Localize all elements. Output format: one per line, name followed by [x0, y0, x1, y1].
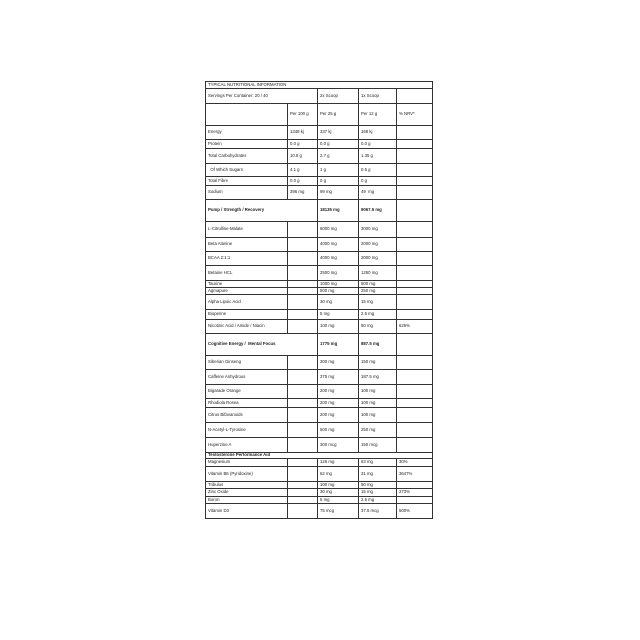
value-nrv: [397, 385, 433, 399]
value-per12: 50 mg: [359, 482, 397, 489]
value-nrv: [397, 252, 433, 266]
value-per12: 250 mg: [359, 423, 397, 438]
value-per25: 75 mcg: [318, 504, 359, 519]
scoop-2x-label: 2x Scoop: [318, 89, 359, 104]
row-name: Alpha Lipoic Acid: [206, 295, 288, 310]
table-row: [206, 295, 433, 310]
table-row: [206, 385, 433, 399]
value-nrv: [397, 288, 433, 295]
empty-cell: [288, 238, 318, 252]
empty-cell: [288, 320, 318, 334]
value-per25: 2500 mg: [318, 266, 359, 281]
section-heading: Testosterone Performance Aid: [206, 453, 433, 459]
header-per12: Per 12 g: [359, 104, 397, 126]
value-per25: 62 mg: [318, 467, 359, 482]
value-per12: 2000 mg: [359, 238, 397, 252]
table-row: [206, 356, 433, 370]
value-per12: 0 g: [359, 177, 397, 186]
row-name: Zinc Oxide: [206, 489, 288, 497]
value-per25: 1 g: [318, 164, 359, 177]
section-total-per25: 18135 mg: [318, 200, 359, 222]
row-name: Tribulus: [206, 482, 288, 489]
row-name: L-Citrulline-Malate: [206, 222, 288, 238]
section-heading: Cognitive Energy / Mental Focus: [206, 334, 318, 356]
servings-row: [206, 89, 433, 104]
table-row: [206, 399, 433, 408]
empty-cell: [288, 459, 318, 467]
header-per25: Per 25 g: [318, 104, 359, 126]
empty-cell: [288, 295, 318, 310]
value-per25: 100 mg: [318, 320, 359, 334]
value-per12: 3000 mg: [359, 222, 397, 238]
value-per12: 15 mg: [359, 489, 397, 497]
row-name: Boron: [206, 497, 288, 504]
empty-cell: [397, 89, 433, 104]
value-per25: 30 mg: [318, 489, 359, 497]
value-nrv: [397, 149, 433, 164]
table-row: [206, 238, 433, 252]
value-per12: 187.5 mg: [359, 370, 397, 385]
value-nrv: [397, 497, 433, 504]
value-per12: 150 mg: [359, 356, 397, 370]
empty-cell: [288, 266, 318, 281]
value-per25: 126 mg: [318, 459, 359, 467]
value-per25: 375 mg: [318, 370, 359, 385]
empty-cell: [288, 504, 318, 519]
row-name: N-Acetyl-L-Tyrosine: [206, 423, 288, 438]
value-per25: 30 mg: [318, 295, 359, 310]
empty-cell: [288, 281, 318, 288]
empty-cell: [288, 497, 318, 504]
value-nrv: [397, 186, 433, 200]
value-nrv: [397, 177, 433, 186]
row-name: Agmapure: [206, 288, 288, 295]
table-row: [206, 438, 433, 453]
table-row: [206, 252, 433, 266]
value-per25: 5 mg: [318, 497, 359, 504]
value-nrv: [397, 281, 433, 288]
header-nrv: % NRV*: [397, 104, 433, 126]
value-nrv: [397, 399, 433, 408]
value-per100: 0.0 g: [288, 140, 318, 149]
value-nrv: [397, 222, 433, 238]
table-row: [206, 177, 433, 186]
empty-cell: [206, 104, 288, 126]
row-name: Of Which Sugars: [206, 164, 288, 177]
empty-cell: [288, 222, 318, 238]
value-per25: 4000 mg: [318, 252, 359, 266]
value-nrv: [397, 310, 433, 320]
section-heading: Pump / Strength / Recovery: [206, 200, 318, 222]
value-per12: 2000 mg: [359, 252, 397, 266]
value-per12: 1250 mg: [359, 266, 397, 281]
value-nrv: [397, 423, 433, 438]
value-per25: 2.7 g: [318, 149, 359, 164]
value-per12: 15 mg: [359, 295, 397, 310]
empty-cell: [288, 467, 318, 482]
value-per12: 31 mg: [359, 467, 397, 482]
table-row: [206, 370, 433, 385]
value-per12: 500 mg: [359, 281, 397, 288]
empty-cell: [288, 399, 318, 408]
table-row: [206, 497, 433, 504]
value-per100: 0.0 g: [288, 177, 318, 186]
value-per25: 0 g: [318, 177, 359, 186]
empty-cell: [288, 482, 318, 489]
value-per12: 0.5 g: [359, 164, 397, 177]
value-nrv: [397, 482, 433, 489]
value-per12: 250 mg: [359, 288, 397, 295]
row-name: Huperzine A: [206, 438, 288, 453]
table-row: [206, 288, 433, 295]
value-per12: 100 mg: [359, 399, 397, 408]
value-per12: 49 mg: [359, 186, 397, 200]
row-name: Total Fibre: [206, 177, 288, 186]
value-per25: 500 mg: [318, 288, 359, 295]
value-per25: 200 mg: [318, 385, 359, 399]
row-name: Vitamin B6 (Pyridoxine): [206, 467, 288, 482]
value-per12: 1.35 g: [359, 149, 397, 164]
row-name: Siberian Ginseng: [206, 356, 288, 370]
section-heading-row: [206, 200, 433, 222]
scoop-1x-label: 1x Scoop: [359, 89, 397, 104]
value-nrv: [397, 438, 433, 453]
empty-cell: [397, 200, 433, 222]
nutrition-table: [205, 81, 433, 519]
table-row: [206, 126, 433, 140]
row-name: Taurine: [206, 281, 288, 288]
value-nrv: [397, 266, 433, 281]
value-per12: 100 mg: [359, 385, 397, 399]
row-name: Betaine HCL: [206, 266, 288, 281]
value-per100: 10.8 g: [288, 149, 318, 164]
header-row: [206, 104, 433, 126]
empty-cell: [288, 370, 318, 385]
table-row: [206, 186, 433, 200]
servings-label: Servings Per Container: 20 / 40: [206, 89, 318, 104]
value-per25: 500 mg: [318, 423, 359, 438]
empty-cell: [288, 385, 318, 399]
table-row: [206, 281, 433, 288]
table-row: [206, 149, 433, 164]
table-row: [206, 140, 433, 149]
table-row: [206, 423, 433, 438]
value-per25: 5 mg: [318, 310, 359, 320]
value-nrv: 625%: [397, 320, 433, 334]
value-per25: 337 kj: [318, 126, 359, 140]
table-row: [206, 482, 433, 489]
value-nrv: 30%: [397, 459, 433, 467]
table-row: [206, 408, 433, 423]
value-nrv: 500%: [397, 504, 433, 519]
value-nrv: [397, 140, 433, 149]
value-per12: 0.0 g: [359, 140, 397, 149]
table-row: [206, 459, 433, 467]
value-nrv: [397, 238, 433, 252]
row-name: Total Carbohydrates: [206, 149, 288, 164]
value-per12: 2.5 mg: [359, 310, 397, 320]
value-per100: 396 mg: [288, 186, 318, 200]
empty-cell: [397, 334, 433, 356]
value-per25: 300 mg: [318, 356, 359, 370]
value-per100: 1348 kj: [288, 126, 318, 140]
section-heading-row: [206, 334, 433, 356]
row-name: Nicotinic Acid / Amide / Niacin: [206, 320, 288, 334]
value-per12: 150 mcg: [359, 438, 397, 453]
value-per25: 6000 mg: [318, 222, 359, 238]
empty-cell: [288, 288, 318, 295]
table-row: [206, 266, 433, 281]
row-name: Bioperine: [206, 310, 288, 320]
section-total-per25: 1775 mg: [318, 334, 359, 356]
value-nrv: [397, 408, 433, 423]
value-per25: 200 mg: [318, 408, 359, 423]
value-per25: 4000 mg: [318, 238, 359, 252]
nutrition-label: [205, 81, 432, 518]
value-per25: 0.0 g: [318, 140, 359, 149]
value-per100: 4.1 g: [288, 164, 318, 177]
value-per12: 63 mg: [359, 459, 397, 467]
empty-cell: [288, 423, 318, 438]
value-nrv: 273%: [397, 489, 433, 497]
empty-cell: [288, 356, 318, 370]
value-per12: 50 mg: [359, 320, 397, 334]
row-name: Bigarade Orange: [206, 385, 288, 399]
title-row: [206, 82, 433, 89]
table-row: [206, 504, 433, 519]
value-nrv: [397, 164, 433, 177]
value-per12: 37.5 mcg: [359, 504, 397, 519]
table-row: [206, 489, 433, 497]
row-name: Protein: [206, 140, 288, 149]
table-title: TYPICAL NUTRITIONAL INFORMATION: [206, 82, 433, 89]
row-name: Energy: [206, 126, 288, 140]
row-name: BCAA 2:1:1: [206, 252, 288, 266]
section-total-per12: 887.5 mg: [359, 334, 397, 356]
section-total-per12: 9067.5 mg: [359, 200, 397, 222]
value-per25: 1000 mg: [318, 281, 359, 288]
value-per12: 168 kj: [359, 126, 397, 140]
row-name: Beta Alanine: [206, 238, 288, 252]
row-name: Sodium: [206, 186, 288, 200]
value-per12: 2.5 mg: [359, 497, 397, 504]
row-name: Caffeine Anhydrous: [206, 370, 288, 385]
value-per25: 99 mg: [318, 186, 359, 200]
value-nrv: [397, 370, 433, 385]
empty-cell: [288, 438, 318, 453]
value-per25: 300 mcg: [318, 438, 359, 453]
value-per25: 100 mg: [318, 482, 359, 489]
row-name: Magnesium: [206, 459, 288, 467]
empty-cell: [288, 310, 318, 320]
empty-cell: [288, 408, 318, 423]
empty-cell: [288, 489, 318, 497]
value-nrv: 3647%: [397, 467, 433, 482]
value-per25: 200 mg: [318, 399, 359, 408]
value-nrv: [397, 356, 433, 370]
value-nrv: [397, 295, 433, 310]
table-row: [206, 310, 433, 320]
row-name: Vitamin D3: [206, 504, 288, 519]
value-nrv: [397, 126, 433, 140]
empty-cell: [288, 252, 318, 266]
row-name: Rhodiola Rosea: [206, 399, 288, 408]
table-row: [206, 164, 433, 177]
table-row: [206, 222, 433, 238]
row-name: Citrus Bifavanoids: [206, 408, 288, 423]
table-row: [206, 467, 433, 482]
value-per12: 100 mg: [359, 408, 397, 423]
table-row: [206, 320, 433, 334]
header-per100: Per 100 g: [288, 104, 318, 126]
